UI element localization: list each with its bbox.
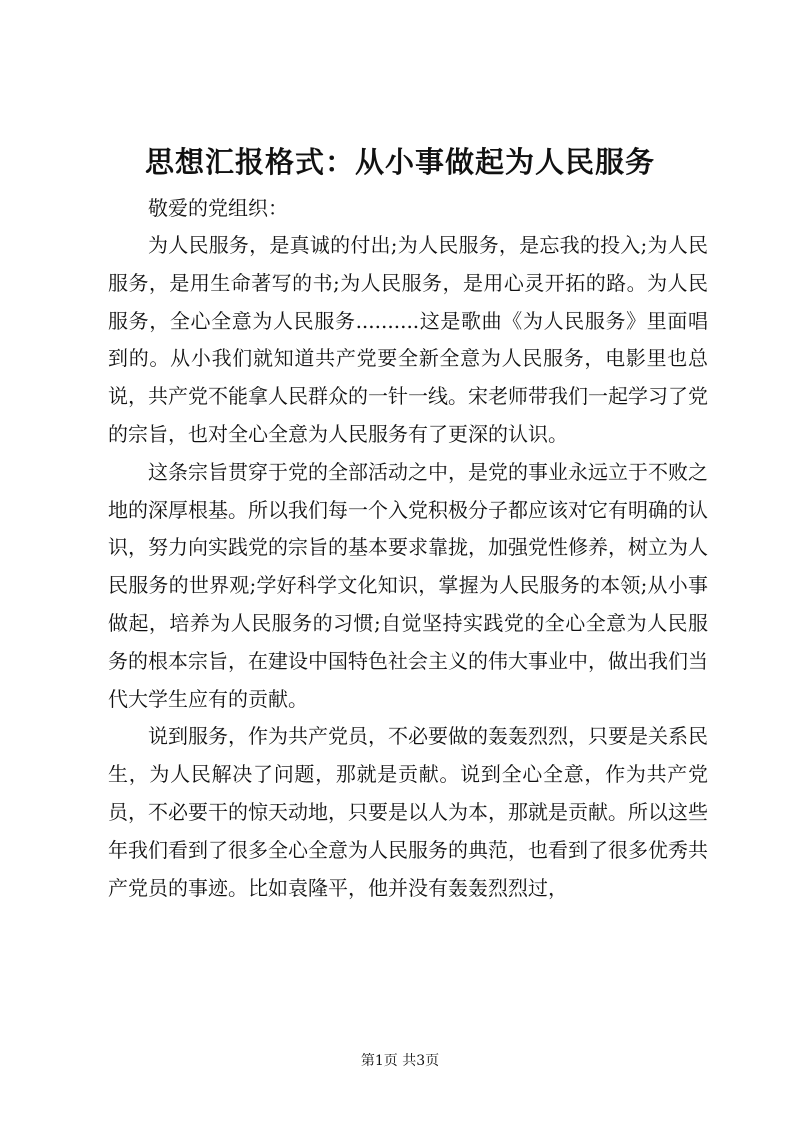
paragraph: 为人民服务，是真诚的付出;为人民服务，是忘我的投入;为人民服务，是用生命著写的书;为人民服务，是用心灵开拓的路。为人民服务，全心全意为人民服务..........这是歌曲《为人民服务》里面唱到的。从小我们就知道共产党要全新全意为人民服务，电影里也总说，共产党不能拿人民群众的一针一线。宋老师带我们一起学习了党的宗旨，也对全心全意为人民服务有了更深的认识。 bbox=[108, 233, 708, 446]
salutation: 敬爱的党组织： bbox=[148, 196, 288, 220]
page-number-footer: 第1页 共3页 bbox=[360, 1053, 440, 1069]
paragraph: 说到服务，作为共产党员，不必要做的轰轰烈烈，只要是关系民生，为人民解决了问题，那就是贡献。说到全心全意，作为共产党员，不必要干的惊天动地，只要是以人为本，那就是贡献。所以这些年我们看到了很多全心全意为人民服务的典范，也看到了很多优秀共产党员的事迹。比如袁隆平，他并没有轰轰烈烈过， bbox=[108, 724, 708, 900]
document-title: 思想汇报格式：从小事做起为人民服务 bbox=[144, 145, 655, 179]
paragraph: 这条宗旨贯穿于党的全部活动之中，是党的事业永远立于不败之地的深厚根基。所以我们每一个入党积极分子都应该对它有明确的认识，努力向实践党的宗旨的基本要求靠拢，加强党性修养，树立为人民服务的世界观;学好科学文化知识，掌握为人民服务的本领;从小事做起，培养为人民服务的习惯;自觉坚持实践党的全心全意为人民服务的根本宗旨，在建设中国特色社会主义的伟大事业中，做出我们当代大学生应有的贡献。 bbox=[108, 459, 708, 711]
document-body bbox=[108, 190, 708, 907]
